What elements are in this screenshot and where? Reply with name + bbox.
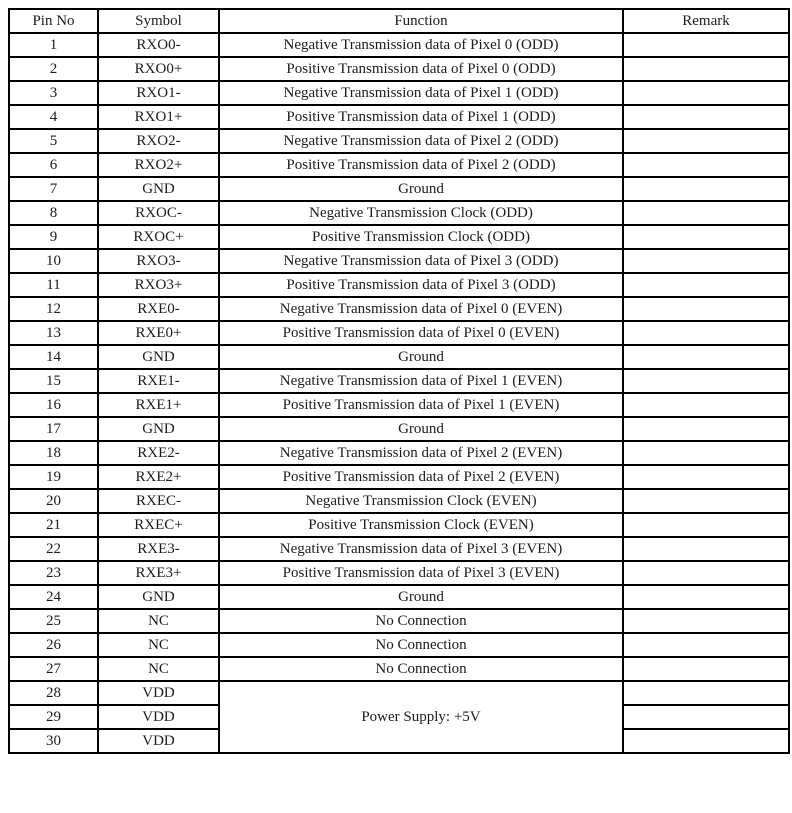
table-row [9, 129, 789, 153]
function-cell: Positive Transmission Clock (EVEN) [219, 513, 623, 537]
function-cell: Positive Transmission data of Pixel 2 (EVEN) [219, 465, 623, 489]
function-cell: Negative Transmission Clock (EVEN) [219, 489, 623, 513]
pin-cell: 15 [9, 369, 98, 393]
symbol-cell: RXEC+ [98, 513, 219, 537]
column-header-remark: Remark [623, 9, 789, 33]
pin-cell: 4 [9, 105, 98, 129]
table-row [9, 489, 789, 513]
symbol-cell: RXE1+ [98, 393, 219, 417]
symbol-cell: RXO3- [98, 249, 219, 273]
table-row [9, 105, 789, 129]
symbol-cell: RXE2+ [98, 465, 219, 489]
table-row [9, 177, 789, 201]
table-row [9, 657, 789, 681]
symbol-cell: NC [98, 609, 219, 633]
function-cell: Negative Transmission data of Pixel 3 (ODD) [219, 249, 623, 273]
symbol-cell: RXE3+ [98, 561, 219, 585]
remark-cell [623, 585, 789, 609]
symbol-cell: GND [98, 417, 219, 441]
table-row [9, 57, 789, 81]
remark-cell [623, 249, 789, 273]
function-cell: No Connection [219, 657, 623, 681]
function-cell: Negative Transmission data of Pixel 3 (EVEN) [219, 537, 623, 561]
symbol-cell: RXO2- [98, 129, 219, 153]
pin-cell: 29 [9, 705, 98, 729]
pin-cell: 18 [9, 441, 98, 465]
table-row [9, 561, 789, 585]
pin-cell: 30 [9, 729, 98, 753]
function-cell: Power Supply: +5V [219, 681, 623, 753]
symbol-cell: NC [98, 633, 219, 657]
remark-cell [623, 705, 789, 729]
function-cell: Ground [219, 585, 623, 609]
column-header-symbol: Symbol [98, 9, 219, 33]
pin-cell: 9 [9, 225, 98, 249]
pin-cell: 26 [9, 633, 98, 657]
pin-cell: 17 [9, 417, 98, 441]
table-row [9, 225, 789, 249]
pin-cell: 25 [9, 609, 98, 633]
symbol-cell: RXE0+ [98, 321, 219, 345]
remark-cell [623, 297, 789, 321]
table-row [9, 81, 789, 105]
symbol-cell: RXE2- [98, 441, 219, 465]
remark-cell [623, 345, 789, 369]
remark-cell [623, 57, 789, 81]
symbol-cell: RXO2+ [98, 153, 219, 177]
function-cell: Ground [219, 345, 623, 369]
pin-cell: 19 [9, 465, 98, 489]
pin-cell: 14 [9, 345, 98, 369]
remark-cell [623, 105, 789, 129]
symbol-cell: GND [98, 177, 219, 201]
remark-cell [623, 129, 789, 153]
table-row [9, 201, 789, 225]
table-row [9, 633, 789, 657]
symbol-cell: RXO0+ [98, 57, 219, 81]
pin-cell: 21 [9, 513, 98, 537]
function-cell: Negative Transmission data of Pixel 2 (ODD) [219, 129, 623, 153]
remark-cell [623, 465, 789, 489]
function-cell: Negative Transmission data of Pixel 1 (ODD) [219, 81, 623, 105]
function-cell: Positive Transmission data of Pixel 3 (ODD) [219, 273, 623, 297]
function-cell: Positive Transmission data of Pixel 1 (ODD) [219, 105, 623, 129]
table-row [9, 297, 789, 321]
remark-cell [623, 609, 789, 633]
table-row [9, 537, 789, 561]
function-cell: Positive Transmission data of Pixel 3 (EVEN) [219, 561, 623, 585]
pin-cell: 5 [9, 129, 98, 153]
table-row [9, 345, 789, 369]
pin-cell: 13 [9, 321, 98, 345]
header-row [9, 9, 789, 33]
symbol-cell: RXO3+ [98, 273, 219, 297]
table-row [9, 513, 789, 537]
table-row [9, 417, 789, 441]
pin-cell: 3 [9, 81, 98, 105]
remark-cell [623, 513, 789, 537]
pin-cell: 2 [9, 57, 98, 81]
function-cell: No Connection [219, 609, 623, 633]
symbol-cell: RXO0- [98, 33, 219, 57]
remark-cell [623, 537, 789, 561]
symbol-cell: VDD [98, 729, 219, 753]
symbol-cell: RXO1- [98, 81, 219, 105]
table-row [9, 369, 789, 393]
remark-cell [623, 369, 789, 393]
table-row [9, 609, 789, 633]
table-row [9, 33, 789, 57]
pin-cell: 16 [9, 393, 98, 417]
remark-cell [623, 681, 789, 705]
remark-cell [623, 81, 789, 105]
pin-cell: 23 [9, 561, 98, 585]
table-row [9, 273, 789, 297]
pin-table-body [9, 33, 789, 753]
pin-cell: 8 [9, 201, 98, 225]
table-row [9, 321, 789, 345]
pin-cell: 28 [9, 681, 98, 705]
symbol-cell: RXE0- [98, 297, 219, 321]
function-cell: Negative Transmission data of Pixel 0 (EVEN) [219, 297, 623, 321]
pin-cell: 24 [9, 585, 98, 609]
table-row [9, 249, 789, 273]
table-row [9, 681, 789, 705]
pin-cell: 10 [9, 249, 98, 273]
remark-cell [623, 393, 789, 417]
table-row [9, 585, 789, 609]
symbol-cell: GND [98, 585, 219, 609]
symbol-cell: RXO1+ [98, 105, 219, 129]
symbol-cell: RXOC- [98, 201, 219, 225]
table-row [9, 465, 789, 489]
remark-cell [623, 417, 789, 441]
table-row [9, 393, 789, 417]
pin-cell: 22 [9, 537, 98, 561]
column-header-pin-no: Pin No [9, 9, 98, 33]
pin-assignment-table [8, 8, 790, 754]
function-cell: Positive Transmission data of Pixel 0 (ODD) [219, 57, 623, 81]
symbol-cell: NC [98, 657, 219, 681]
table-row [9, 441, 789, 465]
pin-cell: 6 [9, 153, 98, 177]
function-cell: Positive Transmission Clock (ODD) [219, 225, 623, 249]
function-cell: Negative Transmission data of Pixel 1 (EVEN) [219, 369, 623, 393]
table-row [9, 153, 789, 177]
remark-cell [623, 225, 789, 249]
symbol-cell: RXOC+ [98, 225, 219, 249]
symbol-cell: VDD [98, 705, 219, 729]
function-cell: Ground [219, 417, 623, 441]
function-cell: Positive Transmission data of Pixel 1 (EVEN) [219, 393, 623, 417]
function-cell: Ground [219, 177, 623, 201]
pin-cell: 11 [9, 273, 98, 297]
symbol-cell: GND [98, 345, 219, 369]
pin-cell: 1 [9, 33, 98, 57]
pin-cell: 27 [9, 657, 98, 681]
symbol-cell: RXEC- [98, 489, 219, 513]
remark-cell [623, 633, 789, 657]
remark-cell [623, 177, 789, 201]
pin-cell: 7 [9, 177, 98, 201]
remark-cell [623, 657, 789, 681]
remark-cell [623, 33, 789, 57]
remark-cell [623, 273, 789, 297]
remark-cell [623, 441, 789, 465]
remark-cell [623, 489, 789, 513]
remark-cell [623, 201, 789, 225]
pin-cell: 12 [9, 297, 98, 321]
function-cell: Positive Transmission data of Pixel 2 (ODD) [219, 153, 623, 177]
remark-cell [623, 561, 789, 585]
remark-cell [623, 153, 789, 177]
symbol-cell: RXE3- [98, 537, 219, 561]
symbol-cell: VDD [98, 681, 219, 705]
symbol-cell: RXE1- [98, 369, 219, 393]
remark-cell [623, 729, 789, 753]
pin-cell: 20 [9, 489, 98, 513]
column-header-function: Function [219, 9, 623, 33]
function-cell: Negative Transmission Clock (ODD) [219, 201, 623, 225]
function-cell: No Connection [219, 633, 623, 657]
remark-cell [623, 321, 789, 345]
function-cell: Negative Transmission data of Pixel 0 (ODD) [219, 33, 623, 57]
function-cell: Positive Transmission data of Pixel 0 (EVEN) [219, 321, 623, 345]
function-cell: Negative Transmission data of Pixel 2 (EVEN) [219, 441, 623, 465]
